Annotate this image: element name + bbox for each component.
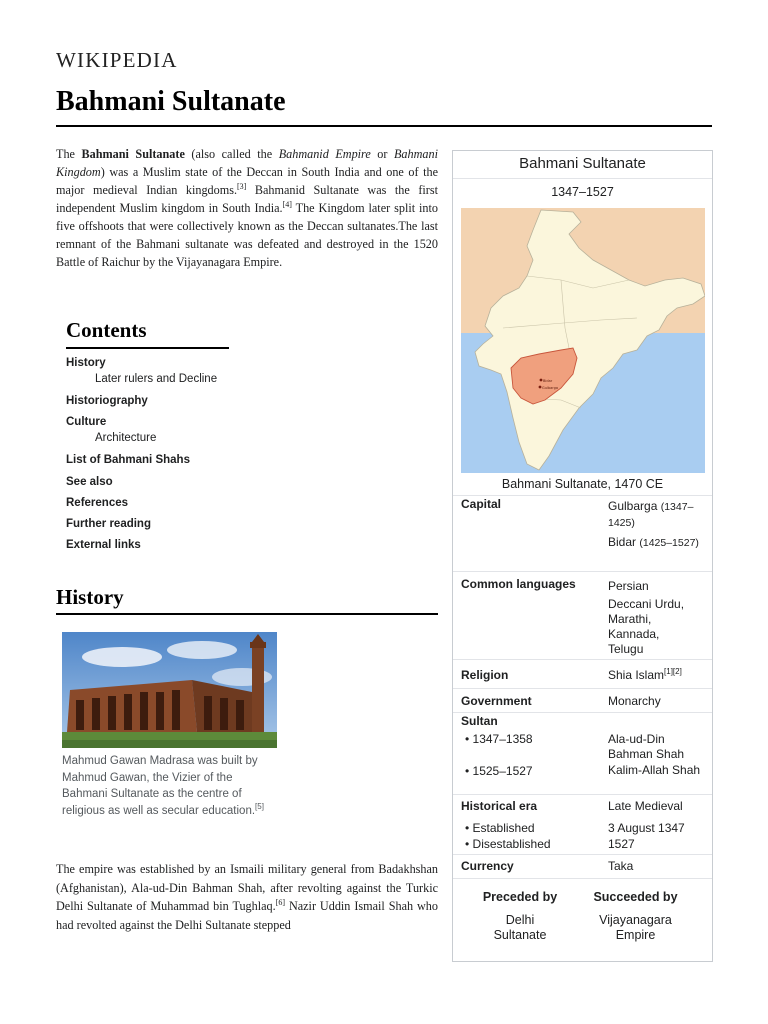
citation-link[interactable]: [3] (237, 181, 247, 191)
capital-gulbarga-link[interactable]: Gulbarga (608, 499, 658, 513)
infobox-dates: 1347–1527 (551, 185, 614, 199)
infobox-divider (453, 688, 712, 689)
disestablished-value: 1527 (608, 837, 635, 851)
currency-label: Currency (461, 859, 514, 873)
era-value[interactable]: Late Medieval (608, 799, 683, 813)
established-label: • Established (465, 821, 535, 835)
religion-value (608, 668, 708, 683)
established-value: 3 August 1347 (608, 821, 685, 835)
capital-label: Capital (461, 497, 502, 511)
madrasa-photo[interactable] (62, 632, 277, 748)
infobox-divider (453, 659, 712, 660)
infobox-title: Bahmani Sultanate (519, 155, 646, 172)
infobox-divider (453, 878, 712, 879)
history-heading: History (56, 585, 124, 609)
religion-label: Religion (461, 668, 509, 682)
sultan-label: Sultan (461, 714, 498, 728)
infobox-divider (453, 571, 712, 572)
toc-item-culture[interactable]: Culture (66, 416, 107, 428)
government-value[interactable]: Monarchy (608, 694, 661, 708)
toc-item-see-also[interactable]: See also (66, 476, 113, 488)
history-paragraph: The empire was established by an Ismaili military general from Badakhshan (Afghanistan), Ala-ud-Din Bahman Shah, after revolting against the Turkic Delhi Sultanate of Muhammad bin Tughlaq.[6] Nazir Uddin Ismail Shah who had revolted against the Delhi Sultanate stepped (56, 862, 438, 932)
sultan1-years: • 1347–1358 (465, 732, 533, 746)
citation-link[interactable]: [5] (255, 801, 264, 811)
toc-item-references[interactable]: References (66, 497, 129, 509)
history-divider (56, 613, 438, 615)
infobox-divider (453, 178, 712, 179)
sultan1-name[interactable]: Ala-ud-Din Bahman Shah (608, 732, 685, 761)
capital-bidar-link[interactable]: Bidar (608, 535, 637, 549)
citation-link[interactable]: [6] (275, 898, 286, 908)
page-title: Bahmani Sultanate (56, 86, 286, 117)
preceded-by-link[interactable]: Delhi Sultanate (493, 913, 547, 942)
toc-item-historiography[interactable]: Historiography (66, 395, 148, 407)
infobox-divider (453, 495, 712, 496)
succeeded-by-link[interactable]: Vijayanagara Empire (599, 913, 672, 942)
languages-value: Persian Deccani Urdu, Marathi, Kannada, Telugu (608, 579, 685, 656)
toc-title: Contents (66, 318, 147, 342)
toc-item-history[interactable]: History (66, 357, 106, 369)
toc-item-list-of-shahs[interactable]: List of Bahmani Shahs (66, 454, 190, 466)
citation-link[interactable]: [1][2] (664, 667, 682, 676)
succeeded-by-label: Succeeded by (593, 890, 678, 904)
infobox (452, 150, 713, 962)
sultan2-years: • 1525–1527 (465, 764, 533, 778)
table-of-contents (66, 318, 231, 551)
infobox-divider (453, 854, 712, 855)
era-label: Historical era (461, 799, 538, 813)
preceded-by-label: Preceded by (482, 890, 558, 904)
toc-item-external-links[interactable]: External links (66, 539, 141, 551)
government-label: Government (461, 694, 532, 708)
toc-divider (66, 347, 229, 349)
disestablished-label: • Disestablished (465, 837, 551, 851)
toc-item-later-rulers[interactable]: Later rulers and Decline (95, 373, 218, 385)
map-caption: Bahmani Sultanate, 1470 CE (501, 477, 664, 491)
languages-label: Common languages (461, 577, 576, 591)
citation-link[interactable]: [4] (282, 199, 292, 209)
toc-item-architecture[interactable]: Architecture (95, 432, 157, 444)
map-label-bidar: Bidar (543, 379, 553, 383)
capital-value: Gulbarga (1347–1425) Bidar (1425–1527) (608, 499, 699, 549)
toc-item-further-reading[interactable]: Further reading (66, 518, 151, 530)
infobox-divider (453, 794, 712, 795)
wikipedia-wordmark[interactable]: WIKIPEDIA (56, 48, 178, 72)
title-divider (56, 125, 712, 127)
sultan2-name[interactable]: Kalim-Allah Shah (608, 763, 701, 777)
religion-link[interactable]: Shia Islam (608, 668, 665, 682)
article-subject: Bahmani Sultanate (81, 147, 185, 161)
madrasa-figure (62, 632, 277, 819)
intro-paragraph: The Bahmani Sultanate (also called the Bahmanid Empire or Bahmani Kingdom) was a Muslim state of the Deccan in South India and one of the major medieval Indian kingdoms.[3] Bahmanid Sultanate was the first independent Muslim kingdom in South India.[4] The Kingdom later split into five offshoots that were collectively known as the Deccan sultanates.The last remnant of the Bahmani sultanate was defeated and destroyed in the 1520 Battle of Raichur by the Vijayanagara Empire. (56, 147, 439, 269)
infobox-divider (453, 712, 712, 713)
madrasa-caption: Mahmud Gawan Madrasa was built by Mahmud Gawan, the Vizier of the Bahmani Sultanate as the centre of religious as well as secular education.[5] (62, 755, 264, 817)
map-label-gulbarga: Gulbarga (542, 386, 559, 390)
bahmani-map[interactable] (461, 208, 705, 473)
currency-value[interactable]: Taka (608, 859, 634, 873)
